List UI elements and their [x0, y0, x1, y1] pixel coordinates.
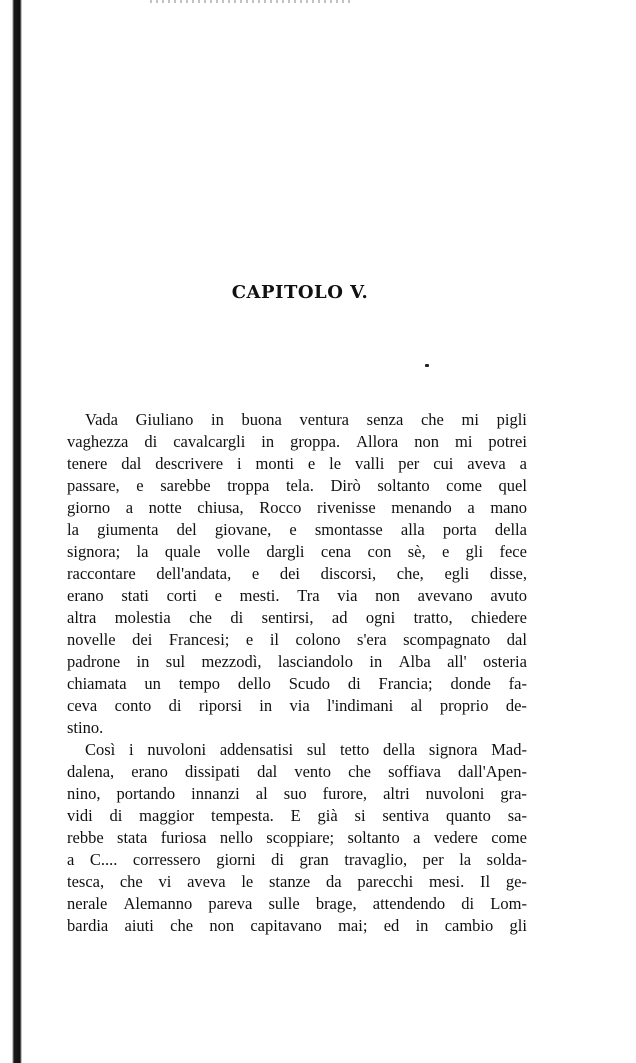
text-line: raccontare dell'andata, e dei discorsi, che, egli disse,	[67, 564, 527, 583]
text-line: vaghezza di cavalcargli in groppa. Allora non mi potrei	[67, 432, 527, 451]
text-line: rebbe stata furiosa nello scoppiare; soltanto a vedere come	[67, 828, 527, 847]
body-text	[67, 409, 527, 937]
text-line: tesca, che vi aveva le stanze da parecchi mesi. Il ge-	[67, 872, 527, 891]
text-line: nino, portando innanzi al suo furore, altri nuvoloni gra-	[67, 784, 527, 803]
text-line: erano stati corti e mesti. Tra via non avevano avuto	[67, 586, 527, 605]
chapter-title: CAPITOLO V.	[231, 282, 369, 303]
scan-artifact	[150, 0, 350, 3]
text-line: stino.	[67, 718, 104, 737]
text-line: altra molestia che di sentirsi, ad ogni tratto, chiedere	[67, 608, 527, 627]
text-line: bardia aiuti che non capitavano mai; ed in cambio gli	[67, 916, 527, 935]
page-binding-edge	[0, 0, 22, 1063]
text-line: a C.... corressero giorni di gran travaglio, per la solda-	[67, 850, 527, 869]
text-line: signora; la quale volle dargli cena con sè, e gli fece	[67, 542, 527, 561]
text-line: Vada Giuliano in buona ventura senza che mi pigli	[85, 410, 527, 429]
text-line: tenere dal descrivere i monti e le valli per cui aveva a	[67, 454, 527, 473]
ink-speck	[425, 364, 429, 367]
text-line: dalena, erano dissipati dal vento che soffiava dall'Apen-	[67, 762, 527, 781]
text-line: nerale Alemanno pareva sulle brage, attendendo di Lom-	[67, 894, 527, 913]
text-line: ceva conto di riporsi in via l'indimani al proprio de-	[67, 696, 527, 715]
text-line: la giumenta del giovane, e smontasse alla porta della	[67, 520, 527, 539]
text-line: chiamata un tempo dello Scudo di Francia; donde fa-	[67, 674, 527, 693]
text-line: passare, e sarebbe troppa tela. Dirò soltanto come quel	[67, 476, 527, 495]
text-line: vidi di maggior tempesta. E già si sentiva quanto sa-	[67, 806, 527, 825]
text-line: novelle dei Francesi; e il colono s'era scompagnato dal	[67, 630, 527, 649]
text-line: Così i nuvoloni addensatisi sul tetto della signora Mad-	[85, 740, 527, 759]
text-line: padrone in sul mezzodì, lasciandolo in Alba all' osteria	[67, 652, 527, 671]
text-line: giorno a notte chiusa, Rocco rivenisse menando a mano	[67, 498, 527, 517]
